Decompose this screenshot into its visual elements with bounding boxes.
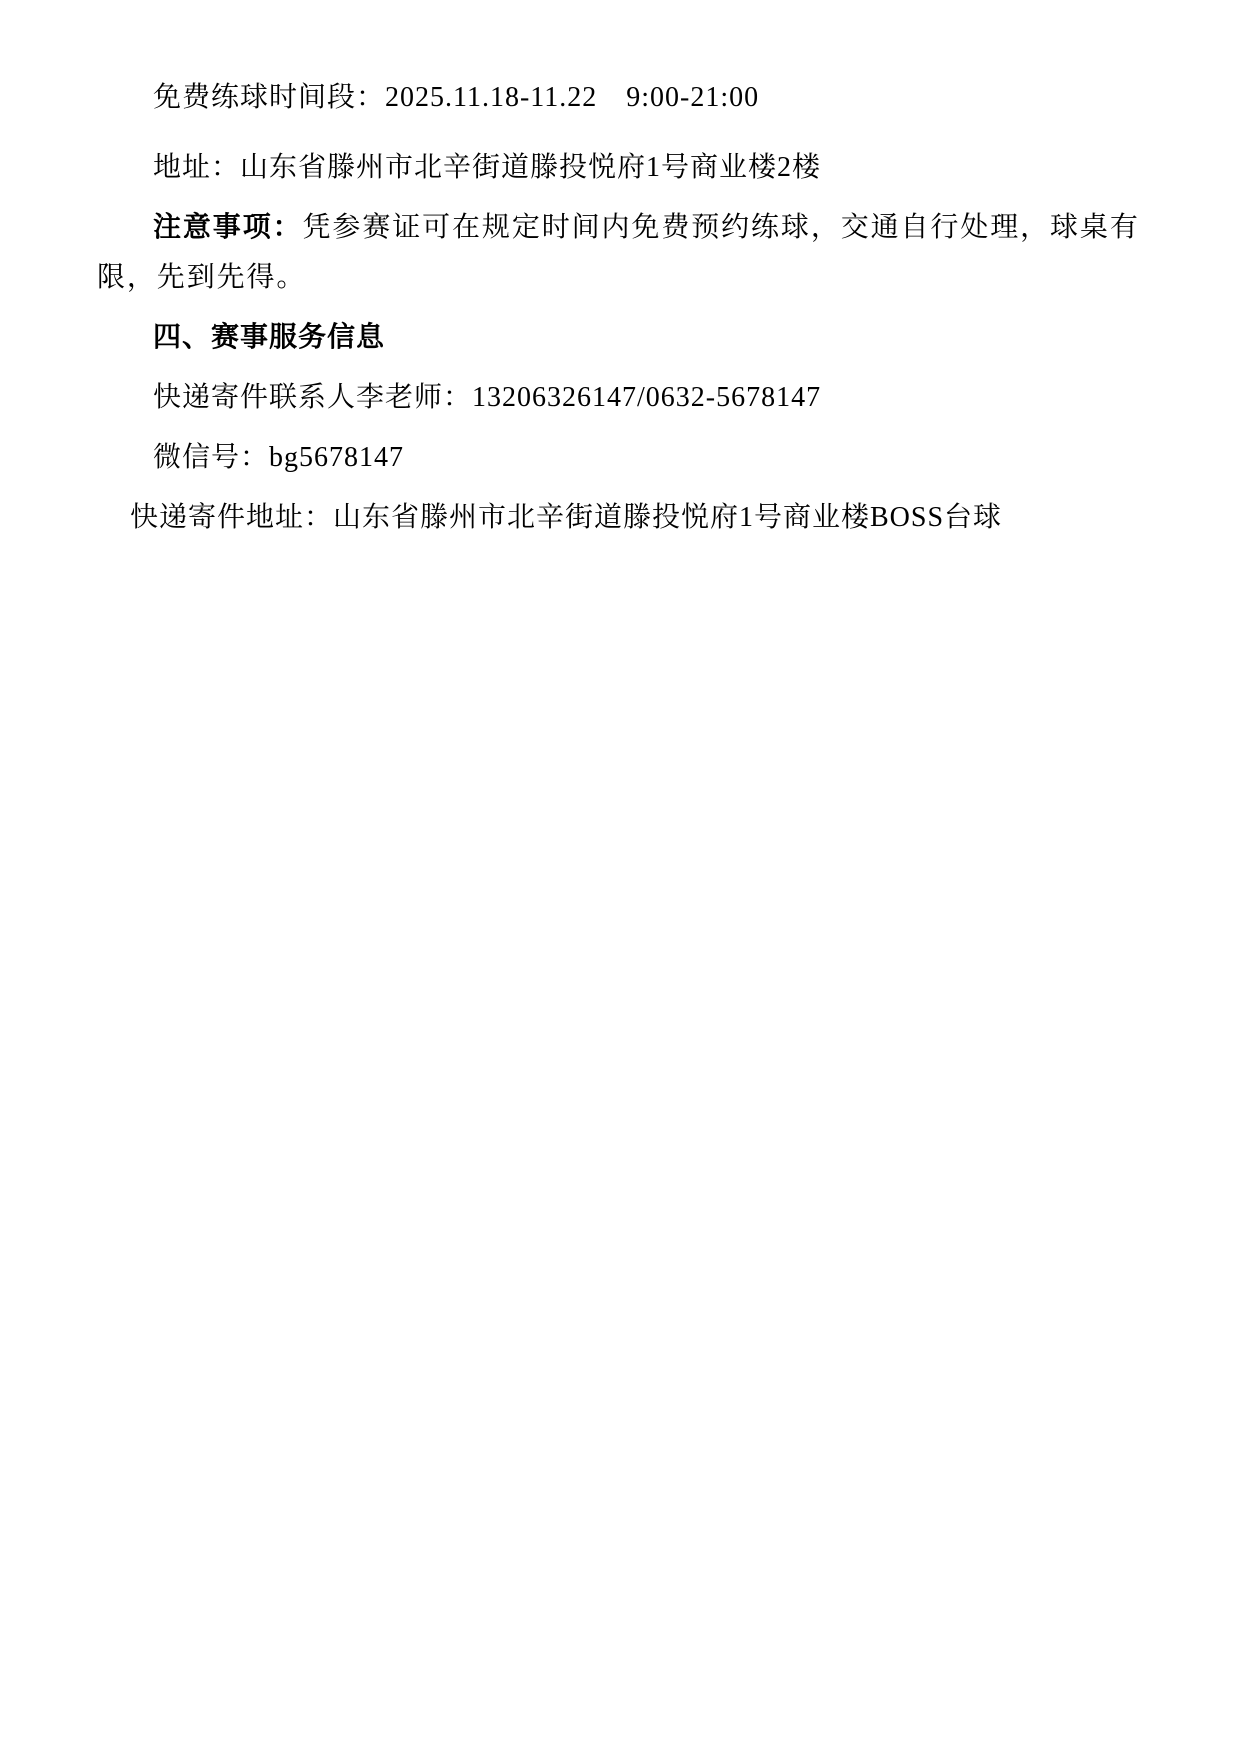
paragraph-address: 地址：山东省滕州市北辛街道滕投悦府1号商业楼2楼 bbox=[153, 152, 822, 183]
notice-label: 注意事项： bbox=[153, 212, 303, 243]
paragraph-practice-time: 免费练球时间段：2025.11.18-11.22 9:00-21:00 bbox=[153, 82, 760, 113]
paragraph-wechat: 微信号：bg5678147 bbox=[153, 442, 405, 473]
document-content bbox=[97, 0, 1152, 543]
paragraph-courier-address: 快递寄件地址：山东省滕州市北辛街道滕投悦府1号商业楼BOSS台球 bbox=[130, 502, 1003, 533]
paragraph-notice bbox=[97, 203, 1152, 303]
paragraph-courier-contact: 快递寄件联系人李老师：13206326147/0632-5678147 bbox=[153, 382, 822, 413]
section-heading: 四、赛事服务信息 bbox=[153, 322, 386, 353]
notice-text: 凭参赛证可在规定时间内免费预约练球，交通自行处理，球桌有限，先到先得。 bbox=[97, 212, 1140, 293]
